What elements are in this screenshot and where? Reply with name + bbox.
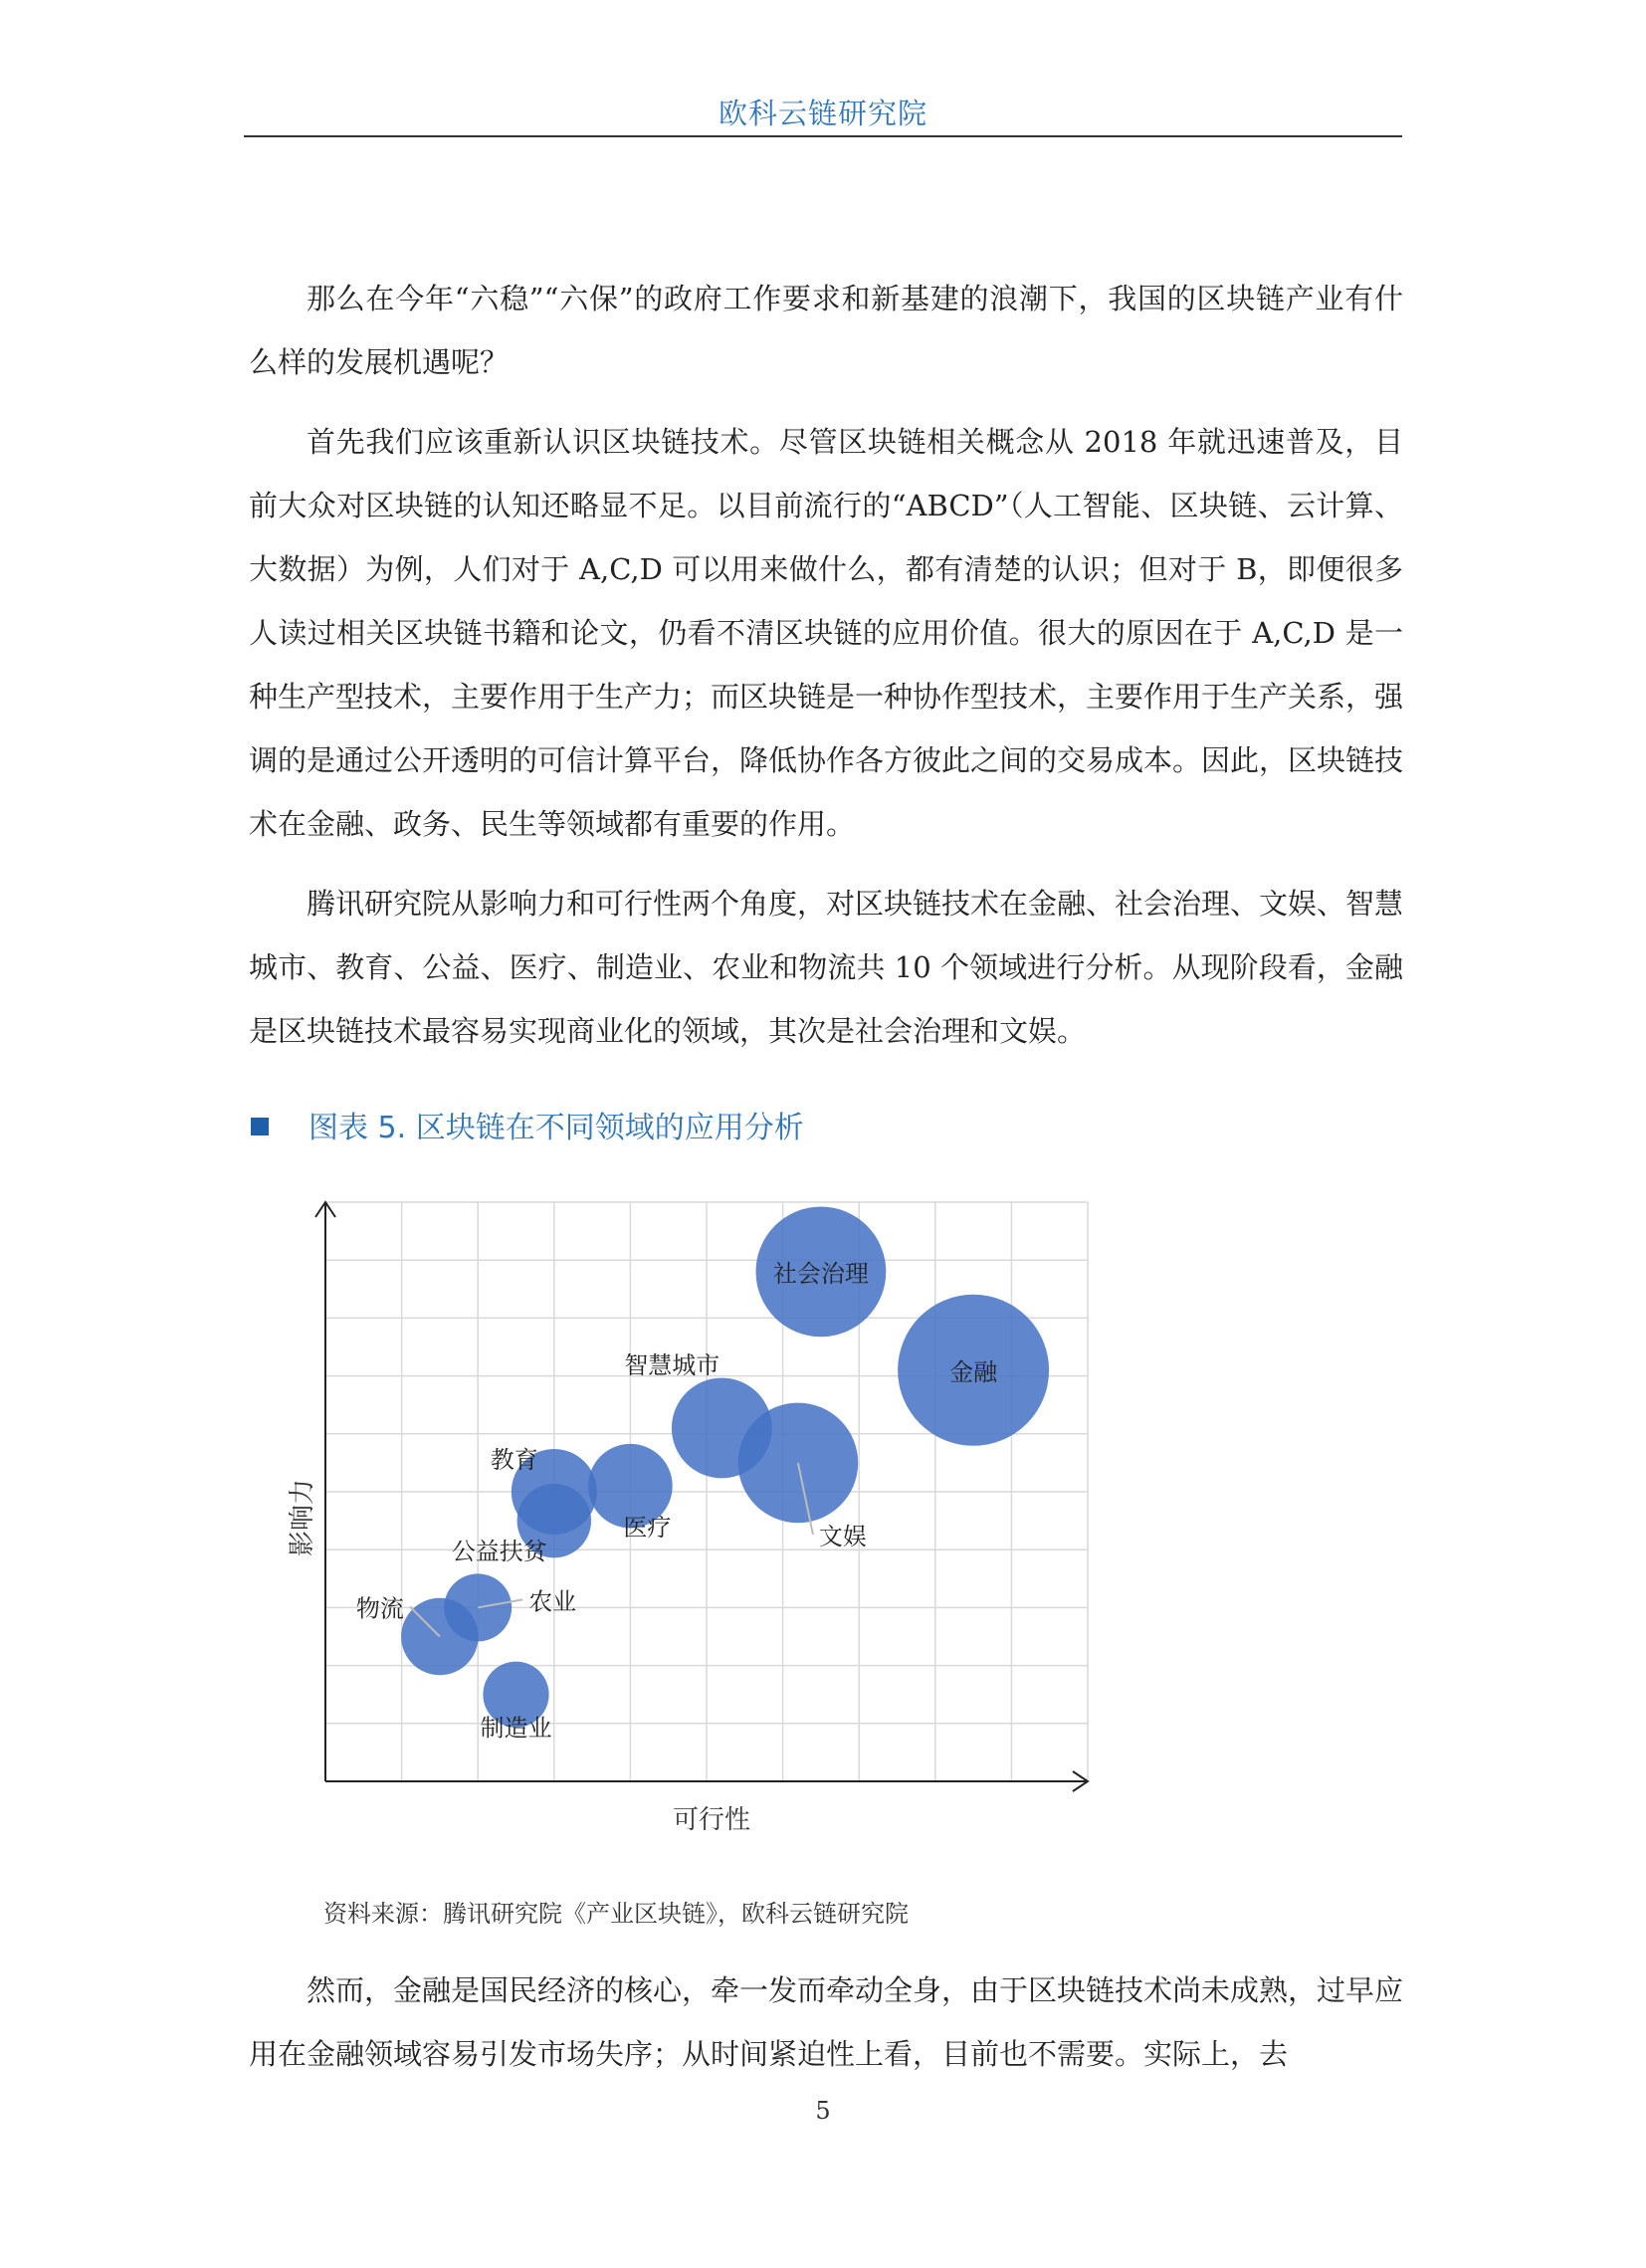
figure-caption-text: 图表 5. 区块链在不同领域的应用分析 xyxy=(309,1111,804,1145)
paragraph-2: 首先我们应该重新认识区块链技术。尽管区块链相关概念从 2018 年就迅速普及，目前大众对区块链的认知还略显不足。以目前流行的“ABCD”（人工智能、区块链、云计算、大数据）为例，人们对于 A,C,D 可以用来做什么，都有清楚的认识；但对于 B，即便很多人读过相关区块链书籍和论文，仍看不清区块链的应用价值。很大的原因在于 A,C,D 是一种生产型技术，主要作用于生产力；而区块链是一种协作型技术，主要作用于生产关系，强调的是通过公开透明的可信计算平台，降低协作各方彼此之间的交易成本。因此，区块链技术在金融、政务、民生等领域都有重要的作用。 xyxy=(249,425,1404,841)
figure-source-note: 资料来源：腾讯研究院《产业区块链》，欧科云链研究院 xyxy=(323,1900,909,1928)
bubble-label: 农业 xyxy=(528,1587,577,1616)
caption-square-icon xyxy=(251,1118,269,1135)
paragraph-3: 腾讯研究院从影响力和可行性两个角度，对区块链技术在金融、社会治理、文娱、智慧城市、教育、公益、医疗、制造业、农业和物流共 10 个领域进行分析。从现阶段看，金融是区块链技术最容易实现商业化的领域，其次是社会治理和文娱。 xyxy=(249,887,1404,1048)
figure-caption xyxy=(251,1103,804,1146)
paragraph-1: 那么在今年“六稳”“六保”的政府工作要求和新基建的浪潮下，我国的区块链产业有什么样的发展机遇呢？ xyxy=(249,282,1403,379)
header-divider xyxy=(244,135,1402,137)
paragraph-4: 然而，金融是国民经济的核心，牵一发而牵动全身，由于区块链技术尚未成熟，过早应用在金融领域容易引发市场失序；从时间紧迫性上看，目前也不需要。实际上，去 xyxy=(249,1973,1404,2071)
bubble-label: 公益扶贫 xyxy=(451,1538,547,1566)
running-header-title: 欧科云链研究院 xyxy=(718,97,927,130)
bubble-label: 金融 xyxy=(949,1357,998,1386)
bubble-label: 物流 xyxy=(355,1594,404,1623)
x-axis-label: 可行性 xyxy=(672,1805,751,1835)
bubble-chart xyxy=(269,1184,1115,1841)
bubble-label: 智慧城市 xyxy=(624,1350,720,1379)
bubble-label: 教育 xyxy=(490,1446,538,1474)
bubble-label: 医疗 xyxy=(623,1514,672,1543)
bubble-label: 制造业 xyxy=(480,1714,552,1743)
chart-axes xyxy=(315,1202,1088,1791)
chart-grid xyxy=(325,1202,1088,1781)
bubble-label: 文娱 xyxy=(818,1522,867,1550)
bubble-point xyxy=(672,1378,772,1479)
y-axis-label: 影响力 xyxy=(288,1478,317,1557)
page-number: 5 xyxy=(815,2097,831,2125)
bubble-label: 社会治理 xyxy=(772,1259,869,1288)
